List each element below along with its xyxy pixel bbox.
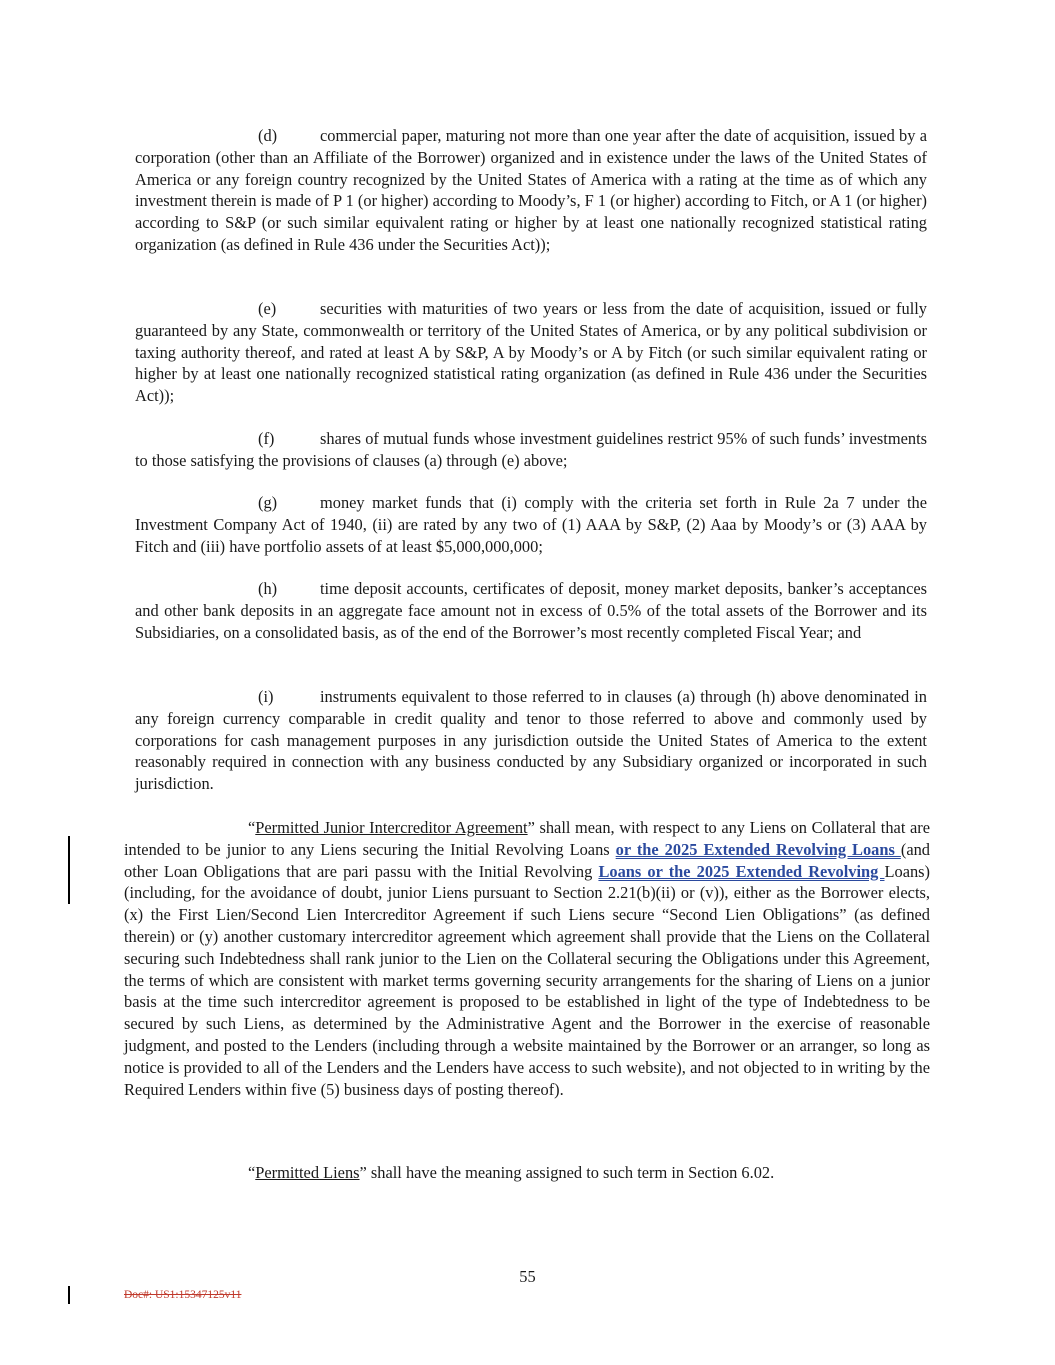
- clause-label: (i): [258, 687, 274, 706]
- clause-label: (e): [258, 299, 277, 318]
- definition-text: Loans) (including, for the avoidance of doubt, junior Liens pursuant to Section 2.21(b)(ii) or (v)), either as the Borrower elects, (x) the First Lien/Second Lien Intercreditor Agreement if such Liens secure “Second Lien Obligations” (as defined therein) or (y) another customary intercreditor agreement which agreement shall provide that the Liens on the Collateral securing such Indebtedness shall rank junior to the Lien on the Collateral securing the Obligations under this Agreement, the terms of which are consistent with market terms governing security arrangements for the sharing of Liens on a junior basis at the time such intercreditor agreement is proposed to be established in light of the type of Indebtedness to be secured by such Liens, as determined by the Administrative Agent and the Borrower in the exercise of reasonable judgment, and posted to the Lenders (including through a website maintained by the Borrower or an arranger, so long as notice is provided to all of the Lenders and the Lenders have access to such website), and not objected to in writing by the Required Lenders within five (5) business days of posting thereof).: [124, 861, 930, 1099]
- inserted-text: or the 2025 Extended Revolving Loans: [615, 839, 901, 859]
- clause-e: [135, 298, 927, 407]
- clause-h: [135, 578, 927, 643]
- clause-d: [135, 125, 927, 256]
- open-quote: “: [248, 818, 256, 837]
- definition-text: ” shall mean, with respect to any Liens on Collateral that are intended to be junior to any Liens securing the Initial Revolving Loans: [124, 818, 930, 859]
- clause-text: money market funds that (i) comply with the criteria set forth in Rule 2a 7 under the Investment Company Act of 1940, (ii) are rated by any two of (1) AAA by S&P, (2) Aaa by Moody’s or (3) AAA by Fitch and (iii) have portfolio assets of at least $5,000,000,000;: [135, 493, 927, 556]
- clause-label: (h): [258, 579, 278, 598]
- clause-text: securities with maturities of two years or less from the date of acquisition, issued or fully guaranteed by any State, commonwealth or territory of the United States of America, or by any political subdivision or taxing authority thereof, and rated at least A by S&P, A by Moody’s or A by Fitch (or such similar equivalent rating or higher by at least one nationally recognized statistical rating organization (as defined in Rule 436 under the Securities Act));: [135, 299, 927, 406]
- change-bar: [68, 1286, 70, 1304]
- change-bar: [68, 836, 70, 904]
- clause-label: (g): [258, 493, 278, 512]
- inserted-text: Loans or the 2025 Extended Revolving: [598, 861, 885, 881]
- document-id: Doc#: US1:15347125v11: [124, 1289, 242, 1301]
- open-quote: “: [248, 1163, 256, 1182]
- clause-f: [135, 428, 927, 472]
- definition-permitted-liens: [124, 1162, 930, 1184]
- clause-i: [135, 686, 927, 795]
- clause-g: [135, 492, 927, 557]
- clause-text: commercial paper, maturing not more than one year after the date of acquisition, issued by a corporation (other than an Affiliate of the Borrower) organized and in existence under the laws of the United States of America or any foreign country recognized by the United States of America with a rating at the time as of which any investment therein is made of P 1 (or higher) according to Moody’s, F 1 (or higher) according to Fitch, or A 1 (or higher) according to S&P (or such similar equivalent rating or higher by at least one nationally recognized statistical rating organization (as defined in Rule 436 under the Securities Act));: [135, 126, 927, 254]
- clause-label: (d): [258, 126, 278, 145]
- clause-text: shares of mutual funds whose investment guidelines restrict 95% of such funds’ investments to those satisfying the provisions of clauses (a) through (e) above;: [135, 429, 927, 470]
- defined-term: Permitted Liens: [255, 1163, 360, 1182]
- definition-text: ” shall have the meaning assigned to such term in Section 6.02.: [359, 1163, 775, 1182]
- definition-text: (and other Loan Obligations that are pari passu with the Initial Revolving: [124, 839, 930, 881]
- clause-label: (f): [258, 429, 275, 448]
- page-number: 55: [519, 1267, 536, 1286]
- definition-permitted-junior-intercreditor-agreement: [124, 817, 930, 1100]
- clause-text: time deposit accounts, certificates of deposit, money market deposits, banker’s acceptances and other bank deposits in an aggregate face amount not in excess of 0.5% of the total assets of the Borrower and its Subsidiaries, on a consolidated basis, as of the end of the Borrower’s most recently completed Fiscal Year; and: [135, 579, 927, 642]
- defined-term: Permitted Junior Intercreditor Agreement: [255, 818, 528, 837]
- clause-text: instruments equivalent to those referred to in clauses (a) through (h) above denominated in any foreign currency comparable in credit quality and tenor to those referred to above and commonly used by corporations for cash management purposes in any jurisdiction outside the United States of America to the extent reasonably required in connection with any business conducted by any Subsidiary organized or incorporated in such jurisdiction.: [135, 687, 927, 794]
